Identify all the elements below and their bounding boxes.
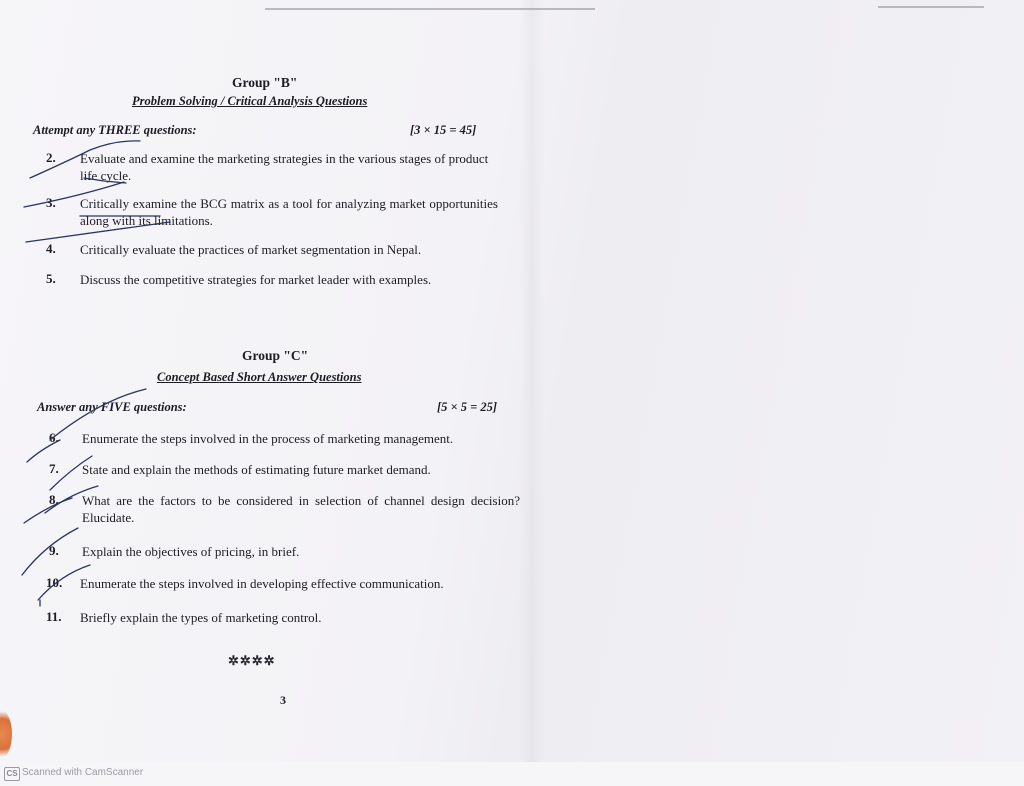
question-number: 5. <box>46 271 56 286</box>
question-text: Critically examine the BCG matrix as a tool for analyzing market opportunities along with its limitations. <box>80 196 498 228</box>
question-text: Discuss the competitive strategies for market leader with examples. <box>80 272 432 287</box>
question-number: 3. <box>46 195 56 210</box>
pen-tick-mark <box>22 528 78 575</box>
question-text: Explain the objectives of pricing, in brief. <box>82 544 300 559</box>
page-number: 3 <box>280 693 286 707</box>
pen-tick-mark <box>30 141 140 178</box>
pen-tick-mark <box>27 440 60 462</box>
group-c-marks: [5 × 5 = 25] <box>437 400 498 414</box>
group-b-subtitle: Problem Solving / Critical Analysis Questions <box>132 94 368 108</box>
group-c-instruction: Answer any FIVE questions: <box>37 400 187 414</box>
question-number: 2. <box>46 150 56 165</box>
pen-tick-mark <box>45 486 98 513</box>
group-b-instruction: Attempt any THREE questions: <box>33 123 197 137</box>
pen-tick-mark <box>26 222 170 242</box>
question-text: Critically evaluate the practices of market segmentation in Nepal. <box>80 242 422 257</box>
scanner-footer <box>0 762 1024 786</box>
group-c-title: Group "C" <box>242 348 309 363</box>
pen-tick-mark <box>84 178 126 183</box>
question-number: 8. <box>49 492 59 507</box>
question-text: Enumerate the steps involved in developing effective communication. <box>80 576 444 591</box>
group-c-subtitle: Concept Based Short Answer Questions <box>157 370 362 384</box>
group-b-title: Group "B" <box>232 75 298 90</box>
question-text: Briefly explain the types of marketing control. <box>80 610 322 625</box>
question-number: 9. <box>49 543 59 558</box>
question-number: 10. <box>46 575 63 590</box>
question-text: Enumerate the steps involved in the process of marketing management. <box>82 431 454 446</box>
question-number: 11. <box>46 609 62 624</box>
question-number: 4. <box>46 241 56 256</box>
pen-tick-mark <box>50 389 146 440</box>
question-text: What are the factors to be considered in selection of channel design decision? Elucidate. <box>82 493 520 525</box>
pen-tick-mark <box>38 565 90 600</box>
question-number: 7. <box>49 461 59 476</box>
pen-tick-mark <box>50 456 92 490</box>
end-of-section-mark: ✲✲✲✲ <box>228 653 276 668</box>
camscanner-logo: CS <box>4 767 20 781</box>
question-text: State and explain the methods of estimating future market demand. <box>82 462 431 477</box>
question-text: Evaluate and examine the marketing strategies in the various stages of product life cycle. <box>80 151 489 183</box>
pen-tick-mark <box>24 182 124 207</box>
question-number: 6. <box>49 430 59 445</box>
camscanner-watermark: Scanned with CamScanner <box>22 767 144 778</box>
group-b-marks: [3 × 15 = 45] <box>410 123 477 137</box>
